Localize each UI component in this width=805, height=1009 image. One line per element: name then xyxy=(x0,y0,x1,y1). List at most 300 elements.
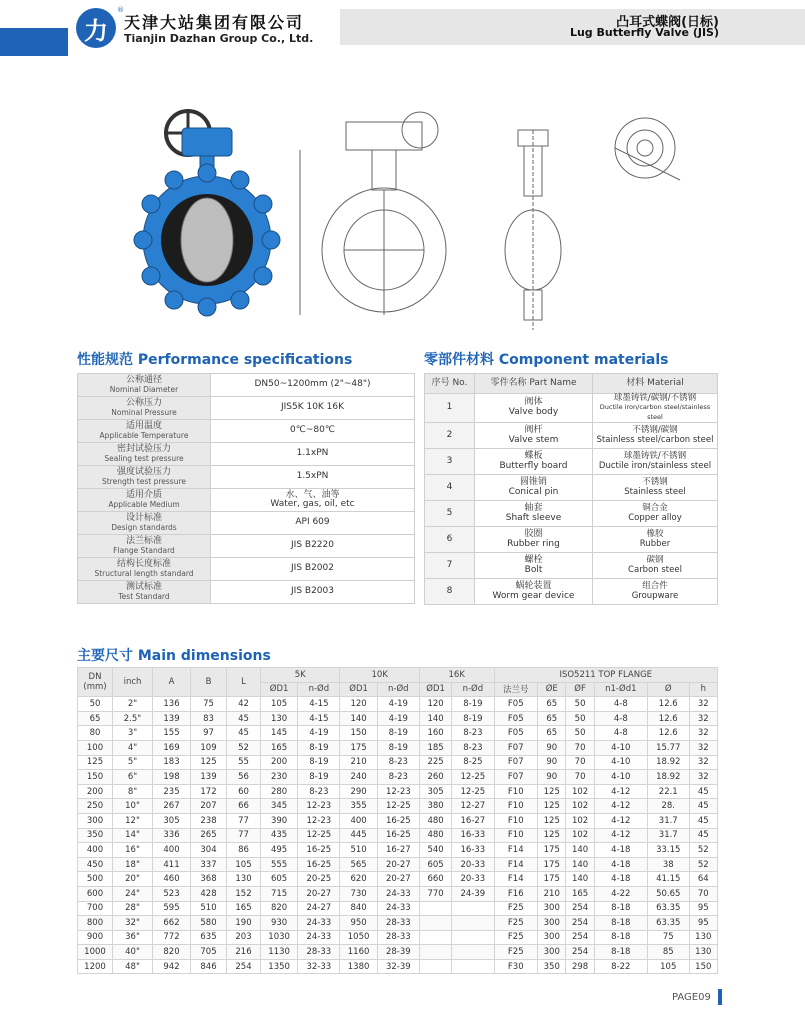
dimension-cell: 32-33 xyxy=(298,959,340,974)
dimension-cell: F07 xyxy=(494,740,538,755)
dimension-cell: 1350 xyxy=(261,959,298,974)
dimension-cell: 4-8 xyxy=(594,726,647,741)
company-name-en: Tianjin Dazhan Group Co., Ltd. xyxy=(124,32,314,45)
valve-drawings xyxy=(120,100,700,340)
dimension-cell: 140 xyxy=(566,857,594,872)
dimension-cell: 28" xyxy=(113,901,153,916)
dimension-cell: 130 xyxy=(689,945,717,960)
col-header-l: L xyxy=(227,668,261,697)
dimension-cell: 40" xyxy=(113,945,153,960)
dimension-cell: 16" xyxy=(113,843,153,858)
performance-label: 密封试验压力 Sealing test pressure xyxy=(78,443,211,466)
dimension-cell: 20-33 xyxy=(452,857,494,872)
dimension-cell: 18.92 xyxy=(647,755,689,770)
dimension-cell: F25 xyxy=(494,901,538,916)
dimension-row xyxy=(78,726,718,741)
dimension-cell: 500 xyxy=(78,872,113,887)
dimension-row xyxy=(78,959,718,974)
dimension-cell: 185 xyxy=(419,740,451,755)
dimension-cell xyxy=(419,959,451,974)
dimension-cell: 90 xyxy=(538,770,566,785)
product-title-en: Lug Butterfly Valve (JIS) xyxy=(569,26,719,39)
dimension-cell: 77 xyxy=(227,828,261,843)
dimension-row xyxy=(78,697,718,712)
component-name: 阀体 Valve body xyxy=(475,394,593,423)
dimension-cell: 42 xyxy=(227,697,261,712)
dimension-cell: 16-25 xyxy=(298,857,340,872)
dimension-cell: 32" xyxy=(113,916,153,931)
dimension-cell: 8-18 xyxy=(594,916,647,931)
component-material: 组合件 Groupware xyxy=(593,579,718,605)
col-subheader: n-Ød xyxy=(298,682,340,697)
dimension-cell: 350 xyxy=(538,959,566,974)
dimension-cell: 52 xyxy=(689,843,717,858)
dimension-cell: 32 xyxy=(689,755,717,770)
dimension-cell: 254 xyxy=(566,901,594,916)
performance-label: 强度试验压力 Strength test pressure xyxy=(78,466,211,489)
dimension-cell: 105 xyxy=(261,697,298,712)
dimension-cell: 495 xyxy=(261,843,298,858)
dimension-cell: 20-25 xyxy=(298,872,340,887)
dimension-cell: 770 xyxy=(419,886,451,901)
dimension-row xyxy=(78,930,718,945)
col-header-material: 材料 Material xyxy=(593,374,718,394)
dimension-cell: 66 xyxy=(227,799,261,814)
col-subheader: n1-Ød1 xyxy=(594,682,647,697)
dimension-cell: 80 xyxy=(78,726,113,741)
col-header-no: 序号 No. xyxy=(425,374,475,394)
dimension-cell: 16-33 xyxy=(452,828,494,843)
component-name: 蝶板 Butterfly board xyxy=(475,449,593,475)
dimension-cell: 28-33 xyxy=(377,930,419,945)
company-logo xyxy=(76,8,116,48)
dimension-cell: 75 xyxy=(191,697,227,712)
dimension-cell: 580 xyxy=(191,916,227,931)
dimension-cell: 50 xyxy=(78,697,113,712)
dimension-cell: 165 xyxy=(566,886,594,901)
performance-label: 设计标准 Design standards xyxy=(78,512,211,535)
dimension-row xyxy=(78,916,718,931)
col-group-16k: 16K xyxy=(419,668,494,683)
dimension-cell: 300 xyxy=(538,901,566,916)
dimension-cell: 207 xyxy=(191,799,227,814)
dimension-cell: 460 xyxy=(153,872,191,887)
performance-value: JIS5K 10K 16K xyxy=(211,397,415,420)
component-no: 6 xyxy=(425,527,475,553)
dimension-row xyxy=(78,843,718,858)
component-name: 圆锥销 Conical pin xyxy=(475,475,593,501)
dimension-cell xyxy=(419,901,451,916)
dimension-cell xyxy=(419,930,451,945)
dimension-cell: 64 xyxy=(689,872,717,887)
dimension-cell: 20" xyxy=(113,872,153,887)
dimension-cell: 4-19 xyxy=(298,726,340,741)
dimension-cell: 411 xyxy=(153,857,191,872)
dimension-cell: 4-12 xyxy=(594,784,647,799)
dimension-cell: 31.7 xyxy=(647,828,689,843)
dimension-cell: 715 xyxy=(261,886,298,901)
performance-row xyxy=(78,443,415,466)
dimension-cell: 930 xyxy=(261,916,298,931)
dimension-cell: 305 xyxy=(419,784,451,799)
dimension-cell: 175 xyxy=(538,872,566,887)
dimension-cell: 8-19 xyxy=(377,740,419,755)
dimension-cell: 8-18 xyxy=(594,901,647,916)
dimension-cell: 445 xyxy=(340,828,377,843)
dimension-cell: 380 xyxy=(419,799,451,814)
dimension-cell: 160 xyxy=(419,726,451,741)
dimension-cell: 16-27 xyxy=(377,843,419,858)
dimension-cell: 8-19 xyxy=(377,726,419,741)
dimension-cell: 95 xyxy=(689,901,717,916)
dimension-cell: 50.65 xyxy=(647,886,689,901)
dimension-cell: 24-39 xyxy=(452,886,494,901)
dimension-cell: F05 xyxy=(494,697,538,712)
dimension-cell: 198 xyxy=(153,770,191,785)
component-material: 碳钢 Carbon steel xyxy=(593,553,718,579)
dimension-cell: 169 xyxy=(153,740,191,755)
dimension-cell: 4-8 xyxy=(594,711,647,726)
dimension-cell: 90 xyxy=(538,755,566,770)
performance-value: API 609 xyxy=(211,512,415,535)
dimension-cell: 4-12 xyxy=(594,799,647,814)
dimension-cell: F07 xyxy=(494,770,538,785)
component-name: 螺栓 Bolt xyxy=(475,553,593,579)
performance-label: 适用介质 Applicable Medium xyxy=(78,489,211,512)
dimension-cell: 165 xyxy=(261,740,298,755)
dimension-cell: 8-18 xyxy=(594,930,647,945)
dimension-cell: 8-19 xyxy=(452,697,494,712)
dimension-cell: 8-19 xyxy=(298,755,340,770)
col-subheader: n-Ød xyxy=(377,682,419,697)
header-accent-bar xyxy=(0,28,68,56)
dimension-cell: 8-22 xyxy=(594,959,647,974)
dimension-cell: 52 xyxy=(689,857,717,872)
performance-row xyxy=(78,420,415,443)
dimension-cell: 12" xyxy=(113,813,153,828)
dimension-cell: 130 xyxy=(689,930,717,945)
dimension-cell: 595 xyxy=(153,901,191,916)
dimension-cell: 18" xyxy=(113,857,153,872)
dimension-cell: 660 xyxy=(419,872,451,887)
dimension-cell: 4-22 xyxy=(594,886,647,901)
dimension-cell: F25 xyxy=(494,930,538,945)
dimension-cell: 28-33 xyxy=(298,945,340,960)
dimension-cell: 24-33 xyxy=(377,901,419,916)
dimension-cell: 10" xyxy=(113,799,153,814)
flange-detail-drawing xyxy=(615,118,680,180)
dimension-cell: 65 xyxy=(78,711,113,726)
dimension-cell: 45 xyxy=(689,828,717,843)
dimension-cell: 210 xyxy=(340,755,377,770)
dimension-cell xyxy=(452,945,494,960)
dimension-cell: 820 xyxy=(261,901,298,916)
performance-value: 水、气、油等 Water, gas, oil, etc xyxy=(211,489,415,512)
dimension-cell: 15.77 xyxy=(647,740,689,755)
dimension-cell: 175 xyxy=(538,857,566,872)
dimension-cell: 105 xyxy=(227,857,261,872)
dimension-cell: 480 xyxy=(419,813,451,828)
dimension-cell: 130 xyxy=(227,872,261,887)
dimension-cell: 8-23 xyxy=(377,770,419,785)
component-row xyxy=(425,449,718,475)
component-material: 不锈钢 Stainless steel xyxy=(593,475,718,501)
dimension-cell: F14 xyxy=(494,843,538,858)
dimension-cell: 165 xyxy=(227,901,261,916)
dimension-cell: 565 xyxy=(340,857,377,872)
dimension-cell: 250 xyxy=(78,799,113,814)
dimension-cell: 846 xyxy=(191,959,227,974)
col-header-a: A xyxy=(153,668,191,697)
dimension-cell: 102 xyxy=(566,828,594,843)
dimension-cell: 41.15 xyxy=(647,872,689,887)
dimension-cell: 4-10 xyxy=(594,740,647,755)
dimension-cell: 32 xyxy=(689,740,717,755)
dimension-cell: 8-19 xyxy=(298,770,340,785)
component-no: 3 xyxy=(425,449,475,475)
registered-mark: ® xyxy=(117,6,124,14)
dimension-cell: 45 xyxy=(689,799,717,814)
dimension-cell: 260 xyxy=(419,770,451,785)
dimension-cell: 136 xyxy=(153,697,191,712)
dimension-cell: 140 xyxy=(566,872,594,887)
dimension-cell: 4-19 xyxy=(377,711,419,726)
dimension-cell: 139 xyxy=(153,711,191,726)
dimension-cell: 210 xyxy=(538,886,566,901)
dimension-row xyxy=(78,901,718,916)
dimension-cell: 130 xyxy=(261,711,298,726)
performance-label: 法兰标准 Flange Standard xyxy=(78,535,211,558)
dimension-cell: 150 xyxy=(78,770,113,785)
dimension-cell: 12.6 xyxy=(647,711,689,726)
dimension-cell: 4-8 xyxy=(594,697,647,712)
page-number: PAGE09 xyxy=(672,992,711,1003)
component-no: 5 xyxy=(425,501,475,527)
dimension-cell: F05 xyxy=(494,726,538,741)
dimension-cell: 125 xyxy=(538,828,566,843)
dimension-cell: 152 xyxy=(227,886,261,901)
dimension-cell: 12-23 xyxy=(298,799,340,814)
performance-section-title: 性能规范 Performance specifications xyxy=(77,352,353,368)
dimension-cell: 86 xyxy=(227,843,261,858)
dimension-cell: 102 xyxy=(566,784,594,799)
dimension-cell: 70 xyxy=(566,770,594,785)
performance-table xyxy=(77,373,415,604)
dimension-cell: 254 xyxy=(566,916,594,931)
dimension-cell: 540 xyxy=(419,843,451,858)
performance-label: 公称压力 Nominal Pressure xyxy=(78,397,211,420)
component-name: 蜗轮装置 Worm gear device xyxy=(475,579,593,605)
dimension-cell: 45 xyxy=(227,711,261,726)
side-view-drawing xyxy=(505,130,561,330)
dimension-cell: 662 xyxy=(153,916,191,931)
dimension-cell: 150 xyxy=(689,959,717,974)
col-header-b: B xyxy=(191,668,227,697)
performance-row xyxy=(78,466,415,489)
dimension-row xyxy=(78,711,718,726)
dimension-cell: 75 xyxy=(647,930,689,945)
dimension-cell: 32 xyxy=(689,770,717,785)
dimension-cell: F25 xyxy=(494,945,538,960)
dimension-cell: 8-23 xyxy=(377,755,419,770)
col-subheader: ØD1 xyxy=(261,682,298,697)
performance-value: DN50~1200mm (2"~48") xyxy=(211,374,415,397)
dimension-cell: 16-25 xyxy=(298,843,340,858)
component-no: 1 xyxy=(425,394,475,423)
dimension-row xyxy=(78,813,718,828)
dimension-cell: 12.6 xyxy=(647,697,689,712)
dimension-cell xyxy=(419,916,451,931)
dimension-cell: 50 xyxy=(566,726,594,741)
dimension-cell: 8-18 xyxy=(594,945,647,960)
dimension-cell: 32 xyxy=(689,711,717,726)
dimension-cell: 4-15 xyxy=(298,697,340,712)
dimension-cell: 20-27 xyxy=(377,872,419,887)
dimension-cell: 28-33 xyxy=(377,916,419,931)
performance-value: JIS B2002 xyxy=(211,558,415,581)
component-row xyxy=(425,501,718,527)
component-name: 轴套 Shaft sleeve xyxy=(475,501,593,527)
dimension-row xyxy=(78,770,718,785)
dimension-cell: 14" xyxy=(113,828,153,843)
dimension-cell: 240 xyxy=(340,770,377,785)
col-group-10k: 10K xyxy=(340,668,419,683)
dimension-cell: 428 xyxy=(191,886,227,901)
dimension-cell: F30 xyxy=(494,959,538,974)
dimension-cell: 31.7 xyxy=(647,813,689,828)
col-header-dn: DN (mm) xyxy=(78,668,113,697)
dimension-cell: 12-27 xyxy=(452,799,494,814)
dimension-cell: 230 xyxy=(261,770,298,785)
dimension-cell: 12-23 xyxy=(298,813,340,828)
component-name: 胶圈 Rubber ring xyxy=(475,527,593,553)
col-header-part: 零件名称 Part Name xyxy=(475,374,593,394)
dimension-cell: 85 xyxy=(647,945,689,960)
dimension-cell: 300 xyxy=(538,916,566,931)
dimension-cell: 1130 xyxy=(261,945,298,960)
dimension-cell: 145 xyxy=(261,726,298,741)
dimension-cell: 620 xyxy=(340,872,377,887)
dimension-cell: 605 xyxy=(261,872,298,887)
components-section-title: 零部件材料 Component materials xyxy=(424,352,669,368)
dimension-cell: 8-23 xyxy=(452,740,494,755)
dimension-cell: 95 xyxy=(689,916,717,931)
dimension-cell: 730 xyxy=(340,886,377,901)
dimension-cell: 24-33 xyxy=(298,930,340,945)
dimension-cell: 298 xyxy=(566,959,594,974)
dimension-cell: 950 xyxy=(340,916,377,931)
dimension-cell: 280 xyxy=(261,784,298,799)
dimensions-table xyxy=(77,667,718,974)
dimension-cell: 235 xyxy=(153,784,191,799)
dimension-cell: 63.35 xyxy=(647,901,689,916)
col-subheader: Ø xyxy=(647,682,689,697)
col-group-iso5211: ISO5211 TOP FLANGE xyxy=(494,668,718,683)
dimension-cell: 150 xyxy=(340,726,377,741)
col-header-inch: inch xyxy=(113,668,153,697)
performance-value: JIS B2220 xyxy=(211,535,415,558)
dimension-cell: 55 xyxy=(227,755,261,770)
dimension-cell: 24-33 xyxy=(377,886,419,901)
component-no: 4 xyxy=(425,475,475,501)
dimension-cell: 5" xyxy=(113,755,153,770)
dimension-cell: 45 xyxy=(689,813,717,828)
dimension-cell xyxy=(419,945,451,960)
dimension-row xyxy=(78,828,718,843)
dimension-cell: 390 xyxy=(261,813,298,828)
dimension-cell: 200 xyxy=(261,755,298,770)
dimension-cell: 4" xyxy=(113,740,153,755)
dimension-cell xyxy=(452,901,494,916)
valve-photo xyxy=(134,111,280,316)
dimension-cell: 24-27 xyxy=(298,901,340,916)
dimension-cell: 48" xyxy=(113,959,153,974)
dimension-cell: 4-10 xyxy=(594,770,647,785)
dimension-cell: 125 xyxy=(538,813,566,828)
dimension-cell: 8-19 xyxy=(452,711,494,726)
dimension-cell: 125 xyxy=(538,799,566,814)
dimension-cell: 140 xyxy=(419,711,451,726)
dimension-cell: 337 xyxy=(191,857,227,872)
dimension-cell: 28. xyxy=(647,799,689,814)
dimension-cell: 100 xyxy=(78,740,113,755)
dimension-cell: 70 xyxy=(566,740,594,755)
dimension-cell: 140 xyxy=(566,843,594,858)
dimension-cell: 52 xyxy=(227,740,261,755)
product-title-cn: 凸耳式蝶阀(日标) xyxy=(616,15,719,30)
dimension-cell: 350 xyxy=(78,828,113,843)
dimension-cell: 102 xyxy=(566,799,594,814)
dimension-cell: 216 xyxy=(227,945,261,960)
dimension-cell: 155 xyxy=(153,726,191,741)
dimension-cell: 305 xyxy=(153,813,191,828)
dimension-cell: 125 xyxy=(191,755,227,770)
dimension-cell: 32-39 xyxy=(377,959,419,974)
dimension-cell: 400 xyxy=(78,843,113,858)
dimension-cell: 4-10 xyxy=(594,755,647,770)
col-subheader: ØD1 xyxy=(419,682,451,697)
component-row xyxy=(425,579,718,605)
dimension-cell: 20-33 xyxy=(452,872,494,887)
dimension-cell: 1050 xyxy=(340,930,377,945)
dimension-cell xyxy=(452,930,494,945)
dimension-cell: 820 xyxy=(153,945,191,960)
dimension-cell: 200 xyxy=(78,784,113,799)
dimension-cell: F10 xyxy=(494,828,538,843)
front-view-drawing xyxy=(300,112,446,315)
dimension-cell: 267 xyxy=(153,799,191,814)
dimension-cell: 225 xyxy=(419,755,451,770)
dimension-cell: 1380 xyxy=(340,959,377,974)
col-subheader: 法兰号 xyxy=(494,682,538,697)
dimension-cell: 22.1 xyxy=(647,784,689,799)
dimension-cell: F05 xyxy=(494,711,538,726)
dimension-cell: 45 xyxy=(689,784,717,799)
dimension-cell: 4-12 xyxy=(594,828,647,843)
dimension-cell: 635 xyxy=(191,930,227,945)
dimension-row xyxy=(78,740,718,755)
dimension-cell: 254 xyxy=(227,959,261,974)
dimension-cell: 125 xyxy=(78,755,113,770)
dimension-cell: 1030 xyxy=(261,930,298,945)
dimension-cell: 24" xyxy=(113,886,153,901)
dimension-cell: 203 xyxy=(227,930,261,945)
dimension-cell: 300 xyxy=(538,930,566,945)
page-number-bar xyxy=(718,989,722,1005)
dimension-cell: 16-33 xyxy=(452,843,494,858)
dimension-cell: 70 xyxy=(689,886,717,901)
performance-label: 适用温度 Applicable Temperature xyxy=(78,420,211,443)
